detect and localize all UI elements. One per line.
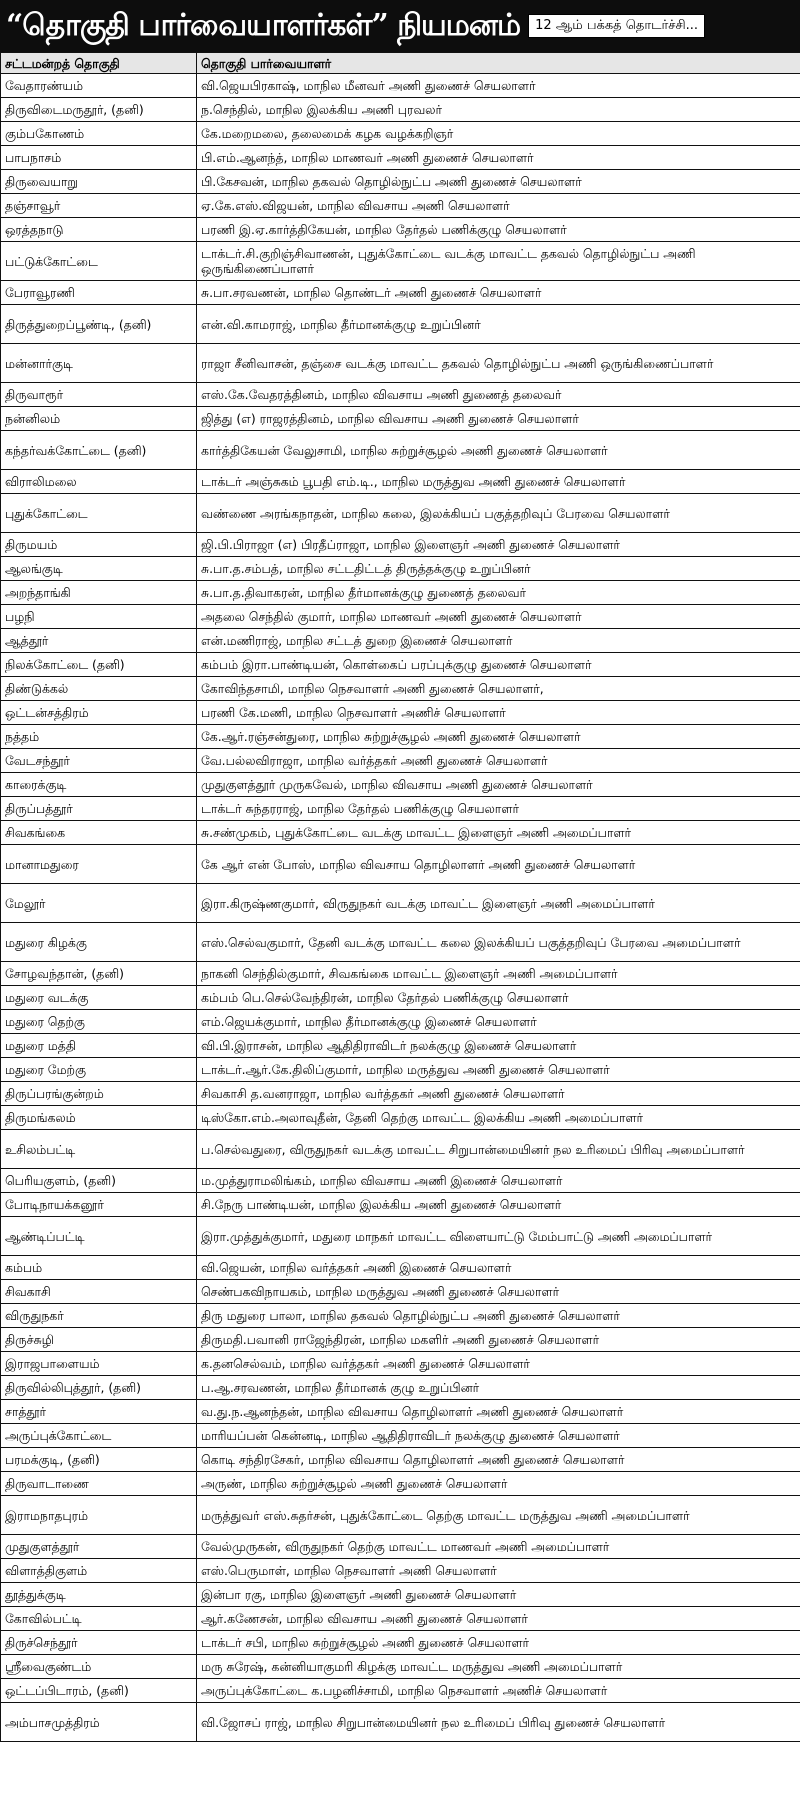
table-row <box>1 986 800 1010</box>
constituency-cell: விராலிமலை <box>1 470 197 494</box>
constituency-cell: திருவையாறு <box>1 170 197 194</box>
observer-cell: எஸ்.கே.வேதரத்தினம், மாநில விவசாய அணி துணைத் தலைவர் <box>197 383 800 407</box>
table-row <box>1 1607 800 1631</box>
observer-cell: வ.து.ந.ஆனந்தன், மாநில விவசாய தொழிலாளர் அணி துணைச் செயலாளர் <box>197 1400 800 1424</box>
table-row <box>1 470 800 494</box>
constituency-cell: பேராவூரணி <box>1 281 197 305</box>
observer-cell: கம்பம் இரா.பாண்டியன், கொள்கைப் பரப்புக்குழு துணைச் செயலாளர் <box>197 653 800 677</box>
observer-cell: டிஸ்கோ.எம்.அலாவுதீன், தேனி தெற்கு மாவட்ட இலக்கிய அணி அமைப்பாளர் <box>197 1106 800 1130</box>
observer-cell: என்.வி.காமராஜ், மாநில தீர்மானக்குழு உறுப்பினர் <box>197 305 800 344</box>
observer-cell: வண்ணை அரங்கநாதன், மாநில கலை, இலக்கியப் பகுத்தறிவுப் பேரவை செயலாளர் <box>197 494 800 533</box>
table-row <box>1 533 800 557</box>
constituency-cell: திருப்பரங்குன்றம் <box>1 1082 197 1106</box>
table-body <box>1 74 800 1742</box>
constituency-cell: திருச்செந்தூர் <box>1 1631 197 1655</box>
table-row <box>1 1496 800 1535</box>
table-row <box>1 1583 800 1607</box>
observer-cell: ஜித்து (எ) ராஜரத்தினம், மாநில விவசாய அணி துணைச் செயலாளர் <box>197 407 800 431</box>
constituency-cell: மானாமதுரை <box>1 845 197 884</box>
observer-cell: கம்பம் பெ.செல்வேந்திரன், மாநில தேர்தல் பணிக்குழு செயலாளர் <box>197 986 800 1010</box>
constituency-cell: பாபநாசம் <box>1 146 197 170</box>
constituency-cell: பட்டுக்கோட்டை <box>1 242 197 281</box>
table-row <box>1 1352 800 1376</box>
constituency-cell: ஆலங்குடி <box>1 557 197 581</box>
observer-cell: இரா.முத்துக்குமார், மதுரை மாநகர் மாவட்ட விளையாட்டு மேம்பாட்டு அணி அமைப்பாளர் <box>197 1217 800 1256</box>
observer-cell: ஜி.பி.பிராஜா (எ) பிரதீப்ராஜா, மாநில இளைஞர் அணி துணைச் செயலாளர் <box>197 533 800 557</box>
observer-cell: முதுகுளத்தூர் முருகவேல், மாநில விவசாய அணி துணைச் செயலாளர் <box>197 773 800 797</box>
constituency-cell: கந்தர்வக்கோட்டை (தனி) <box>1 431 197 470</box>
constituency-cell: மதுரை கிழக்கு <box>1 923 197 962</box>
table-row <box>1 1631 800 1655</box>
observer-cell: வே.பல்லவிராஜா, மாநில வர்த்தகர் அணி துணைச் செயலாளர் <box>197 749 800 773</box>
observer-cell: வி.பி.இராசன், மாநில ஆதிதிராவிடர் நலக்குழு இணைச் செயலாளர் <box>197 1034 800 1058</box>
observer-cell: டாக்டர் சபி, மாநில சுற்றுச்சூழல் அணி துணைச் செயலாளர் <box>197 1631 800 1655</box>
table-row <box>1 1169 800 1193</box>
constituency-cell: தஞ்சாவூர் <box>1 194 197 218</box>
table-row <box>1 122 800 146</box>
observer-cell: அருப்புக்கோட்டை க.பழனிச்சாமி, மாநில நெசவாளர் அணிச் செயலாளர் <box>197 1679 800 1703</box>
constituency-cell: திருப்பத்தூர் <box>1 797 197 821</box>
observer-cell: பரணி கே.மணி, மாநில நெசவாளர் அணிச் செயலாளர் <box>197 701 800 725</box>
constituency-cell: அம்பாசமுத்திரம் <box>1 1703 197 1742</box>
header-bar <box>0 0 800 52</box>
observer-cell: டாக்டர் சுந்தரராஜ், மாநில தேர்தல் பணிக்குழு செயலாளர் <box>197 797 800 821</box>
table-row <box>1 1217 800 1256</box>
constituency-cell: திருத்துறைப்பூண்டி, (தனி) <box>1 305 197 344</box>
table-row <box>1 653 800 677</box>
observer-cell: ம.முத்துராமலிங்கம், மாநில விவசாய அணி இணைச் செயலாளர் <box>197 1169 800 1193</box>
table-row <box>1 242 800 281</box>
observer-cell: சு.பா.த.திவாகரன், மாநில தீர்மானக்குழு துணைத் தலைவர் <box>197 581 800 605</box>
table-row <box>1 749 800 773</box>
constituency-cell: மதுரை தெற்கு <box>1 1010 197 1034</box>
observer-cell: டாக்டர்.சி.குறிஞ்சிவாணன், புதுக்கோட்டை வடக்கு மாவட்ட தகவல் தொழில்நுட்ப அணி ஒருங்கிணைப்பாளர் <box>197 242 800 281</box>
column-header-constituency: சட்டமன்றத் தொகுதி <box>1 53 197 74</box>
table-header-row <box>1 53 800 74</box>
constituency-cell: திருமயம் <box>1 533 197 557</box>
observer-cell: இரா.கிருஷ்ணகுமார், விருதுநகர் வடக்கு மாவட்ட இளைஞர் அணி அமைப்பாளர் <box>197 884 800 923</box>
constituency-cell: ஆத்தூர் <box>1 629 197 653</box>
constituency-cell: திருவிடைமருதூர், (தனி) <box>1 98 197 122</box>
table-row <box>1 281 800 305</box>
table-row <box>1 344 800 383</box>
observer-cell: டாக்டர் அஞ்சுகம் பூபதி எம்.டி., மாநில மருத்துவ அணி துணைச் செயலாளர் <box>197 470 800 494</box>
observer-cell: ராஜா சீனிவாசன், தஞ்சை வடக்கு மாவட்ட தகவல் தொழில்நுட்ப அணி ஒருங்கிணைப்பாளர் <box>197 344 800 383</box>
observer-cell: சு.பா.சரவணன், மாநில தொண்டர் அணி துணைச் செயலாளர் <box>197 281 800 305</box>
table-row <box>1 305 800 344</box>
table-row <box>1 383 800 407</box>
observer-cell: ப.ஆ.சரவணன், மாநில தீர்மானக் குழு உறுப்பினர் <box>197 1376 800 1400</box>
table-row <box>1 1679 800 1703</box>
table-row <box>1 1304 800 1328</box>
observer-cell: திருமதி.பவானி ராஜேந்திரன், மாநில மகளிர் அணி துணைச் செயலாளர் <box>197 1328 800 1352</box>
observer-cell: திரு மதுரை பாலா, மாநில தகவல் தொழில்நுட்ப அணி துணைச் செயலாளர் <box>197 1304 800 1328</box>
constituency-cell: பெரியகுளம், (தனி) <box>1 1169 197 1193</box>
table-row <box>1 1256 800 1280</box>
table-row <box>1 1424 800 1448</box>
table-row <box>1 1655 800 1679</box>
observer-cell: வி.ஜெயன், மாநில வர்த்தகர் அணி இணைச் செயலாளர் <box>197 1256 800 1280</box>
constituency-cell: இராஜபாளையம் <box>1 1352 197 1376</box>
observer-cell: வி.ஜெயபிரகாஷ், மாநில மீனவர் அணி துணைச் செயலாளர் <box>197 74 800 98</box>
constituency-cell: மதுரை மேற்கு <box>1 1058 197 1082</box>
observer-cell: அதலை செந்தில் குமார், மாநில மாணவர் அணி துணைச் செயலாளர் <box>197 605 800 629</box>
table-row <box>1 98 800 122</box>
table-row <box>1 1328 800 1352</box>
table-row <box>1 494 800 533</box>
table-row <box>1 431 800 470</box>
table-row <box>1 1130 800 1169</box>
constituency-cell: ஒரத்தநாடு <box>1 218 197 242</box>
constituency-cell: ஆண்டிப்பட்டி <box>1 1217 197 1256</box>
observer-cell: வி.ஜோசப் ராஜ், மாநில சிறுபான்மையினர் நல உரிமைப் பிரிவு துணைச் செயலாளர் <box>197 1703 800 1742</box>
observer-cell: சு.சண்முகம், புதுக்கோட்டை வடக்கு மாவட்ட இளைஞர் அணி அமைப்பாளர் <box>197 821 800 845</box>
constituency-cell: கோவில்பட்டி <box>1 1607 197 1631</box>
table-row <box>1 170 800 194</box>
table-row <box>1 797 800 821</box>
table-row <box>1 146 800 170</box>
constituency-cell: ஒட்டப்பிடாரம், (தனி) <box>1 1679 197 1703</box>
constituency-cell: திருச்சுழி <box>1 1328 197 1352</box>
observer-cell: டாக்டர்.ஆர்.கே.திலிப்குமார், மாநில மருத்துவ அணி துணைச் செயலாளர் <box>197 1058 800 1082</box>
constituency-cell: மதுரை மத்தி <box>1 1034 197 1058</box>
constituency-cell: பழநி <box>1 605 197 629</box>
constituency-cell: சிவகாசி <box>1 1280 197 1304</box>
observer-cell: சி.நேரு பாண்டியன், மாநில இலக்கிய அணி துணைச் செயலாளர் <box>197 1193 800 1217</box>
table-row <box>1 1472 800 1496</box>
observer-cell: க.தனசெல்வம், மாநில வர்த்தகர் அணி துணைச் செயலாளர் <box>197 1352 800 1376</box>
observer-cell: நாகனி செந்தில்குமார், சிவகங்கை மாவட்ட இளைஞர் அணி அமைப்பாளர் <box>197 962 800 986</box>
table-row <box>1 701 800 725</box>
constituency-cell: மதுரை வடக்கு <box>1 986 197 1010</box>
page-title: “தொகுதி பார்வையாளர்கள்” நியமனம் <box>6 8 521 43</box>
observer-cell: என்.மணிராஜ், மாநில சட்டத் துறை இணைச் செயலாளர் <box>197 629 800 653</box>
constituency-cell: வேதாரண்யம் <box>1 74 197 98</box>
table-row <box>1 1376 800 1400</box>
observer-cell: ஏ.கே.எஸ்.விஜயன், மாநில விவசாய அணி செயலாளர் <box>197 194 800 218</box>
constituency-cell: அறந்தாங்கி <box>1 581 197 605</box>
table-row <box>1 884 800 923</box>
observer-cell: எஸ்.செல்வகுமார், தேனி வடக்கு மாவட்ட கலை இலக்கியப் பகுத்தறிவுப் பேரவை அமைப்பாளர் <box>197 923 800 962</box>
observer-cell: கொடி சந்திரசேகர், மாநில விவசாய தொழிலாளர் அணி துணைச் செயலாளர் <box>197 1448 800 1472</box>
constituency-cell: தூத்துக்குடி <box>1 1583 197 1607</box>
observer-cell: பி.எம்.ஆனந்த், மாநில மாணவர் அணி துணைச் செயலாளர் <box>197 146 800 170</box>
observer-cell: எஸ்.பெருமாள், மாநில நெசவாளர் அணி செயலாளர் <box>197 1559 800 1583</box>
table-row <box>1 1559 800 1583</box>
constituency-cell: ஒட்டன்சத்திரம் <box>1 701 197 725</box>
observer-table <box>0 52 800 1742</box>
constituency-cell: காரைக்குடி <box>1 773 197 797</box>
continuation-note: 12 ஆம் பக்கத் தொடர்ச்சி... <box>528 14 705 38</box>
observer-cell: ப.செல்வதுரை, விருதுநகர் வடக்கு மாவட்ட சிறுபான்மையினர் நல உரிமைப் பிரிவு அமைப்பாளர் <box>197 1130 800 1169</box>
constituency-cell: திருவில்லிபுத்தூர், (தனி) <box>1 1376 197 1400</box>
observer-cell: சு.பா.த.சம்பத், மாநில சட்டதிட்டத் திருத்தக்குழு உறுப்பினர் <box>197 557 800 581</box>
table-row <box>1 605 800 629</box>
observer-cell: ஆர்.கணேசன், மாநில விவசாய அணி துணைச் செயலாளர் <box>197 1607 800 1631</box>
observer-cell: மருத்துவர் எஸ்.சுதர்சன், புதுக்கோட்டை தெற்கு மாவட்ட மருத்துவ அணி அமைப்பாளர் <box>197 1496 800 1535</box>
table-row <box>1 923 800 962</box>
constituency-cell: சாத்தூர் <box>1 1400 197 1424</box>
constituency-cell: திருவாடாணை <box>1 1472 197 1496</box>
constituency-cell: இராமநாதபுரம் <box>1 1496 197 1535</box>
observer-cell: கே ஆர் என் போஸ், மாநில விவசாய தொழிலாளர் அணி துணைச் செயலாளர் <box>197 845 800 884</box>
table-row <box>1 1058 800 1082</box>
table-row <box>1 1010 800 1034</box>
column-header-observer: தொகுதி பார்வையாளர் <box>197 53 800 74</box>
observer-cell: பி.கேசவன், மாநில தகவல் தொழில்நுட்ப அணி துணைச் செயலாளர் <box>197 170 800 194</box>
table-row <box>1 821 800 845</box>
observer-cell: வேல்முருகன், விருதுநகர் தெற்கு மாவட்ட மாணவர் அணி அமைப்பாளர் <box>197 1535 800 1559</box>
constituency-cell: நிலக்கோட்டை (தனி) <box>1 653 197 677</box>
observer-cell: கே.மறைமலை, தலைமைக் கழக வழக்கறிஞர் <box>197 122 800 146</box>
constituency-cell: கும்பகோணம் <box>1 122 197 146</box>
observer-cell: கோவிந்தசாமி, மாநில நெசவாளர் அணி துணைச் செயலாளர், <box>197 677 800 701</box>
observer-cell: கார்த்திகேயன் வேலுசாமி, மாநில சுற்றுச்சூழல் அணி துணைச் செயலாளர் <box>197 431 800 470</box>
observer-cell: மரு சுரேஷ், கன்னியாகுமரி கிழக்கு மாவட்ட மருத்துவ அணி அமைப்பாளர் <box>197 1655 800 1679</box>
table-row <box>1 557 800 581</box>
table-row <box>1 725 800 749</box>
table-row <box>1 194 800 218</box>
observer-cell: பரணி இ.ஏ.கார்த்திகேயன், மாநில தேர்தல் பணிக்குழு செயலாளர் <box>197 218 800 242</box>
constituency-cell: பரமக்குடி, (தனி) <box>1 1448 197 1472</box>
table-row <box>1 218 800 242</box>
constituency-cell: விருதுநகர் <box>1 1304 197 1328</box>
constituency-cell: கம்பம் <box>1 1256 197 1280</box>
constituency-cell: முதுகுளத்தூர் <box>1 1535 197 1559</box>
constituency-cell: மன்னார்குடி <box>1 344 197 383</box>
observer-cell: ந.செந்தில், மாநில இலக்கிய அணி புரவலர் <box>197 98 800 122</box>
observer-cell: எம்.ஜெயக்குமார், மாநில தீர்மானக்குழு இணைச் செயலாளர் <box>197 1010 800 1034</box>
table-row <box>1 74 800 98</box>
table-row <box>1 1535 800 1559</box>
constituency-cell: சிவகங்கை <box>1 821 197 845</box>
constituency-cell: புதுக்கோட்டை <box>1 494 197 533</box>
table-row <box>1 581 800 605</box>
observer-cell: மாரியப்பன் கென்னடி, மாநில ஆதிதிராவிடர் நலக்குழு துணைச் செயலாளர் <box>197 1424 800 1448</box>
table-row <box>1 1280 800 1304</box>
constituency-cell: ஸ்ரீவைகுண்டம் <box>1 1655 197 1679</box>
observer-cell: சிவகாசி த.வனராஜா, மாநில வர்த்தகர் அணி துணைச் செயலாளர் <box>197 1082 800 1106</box>
table-row <box>1 1082 800 1106</box>
constituency-cell: சோழவந்தான், (தனி) <box>1 962 197 986</box>
constituency-cell: போடிநாயக்கனூர் <box>1 1193 197 1217</box>
observer-cell: செண்பகவிநாயகம், மாநில மருத்துவ அணி துணைச் செயலாளர் <box>197 1280 800 1304</box>
table-row <box>1 1448 800 1472</box>
constituency-cell: நன்னிலம் <box>1 407 197 431</box>
observer-cell: இன்பா ரகு, மாநில இளைஞர் அணி துணைச் செயலாளர் <box>197 1583 800 1607</box>
constituency-cell: வேடசந்தூர் <box>1 749 197 773</box>
constituency-cell: விளாத்திகுளம் <box>1 1559 197 1583</box>
table-row <box>1 629 800 653</box>
constituency-cell: நத்தம் <box>1 725 197 749</box>
constituency-cell: திருமங்கலம் <box>1 1106 197 1130</box>
table-row <box>1 1034 800 1058</box>
constituency-cell: அருப்புக்கோட்டை <box>1 1424 197 1448</box>
observer-cell: அருண், மாநில சுற்றுச்சூழல் அணி துணைச் செயலாளர் <box>197 1472 800 1496</box>
table-row <box>1 845 800 884</box>
constituency-cell: திருவாரூர் <box>1 383 197 407</box>
table-row <box>1 677 800 701</box>
constituency-cell: மேலூர் <box>1 884 197 923</box>
table-row <box>1 1400 800 1424</box>
table-row <box>1 1703 800 1742</box>
table-row <box>1 407 800 431</box>
table-row <box>1 962 800 986</box>
constituency-cell: திண்டுக்கல் <box>1 677 197 701</box>
observer-cell: கே.ஆர்.ரஞ்சன்துரை, மாநில சுற்றுச்சூழல் அணி துணைச் செயலாளர் <box>197 725 800 749</box>
constituency-cell: உசிலம்பட்டி <box>1 1130 197 1169</box>
table-row <box>1 773 800 797</box>
table-row <box>1 1106 800 1130</box>
table-row <box>1 1193 800 1217</box>
